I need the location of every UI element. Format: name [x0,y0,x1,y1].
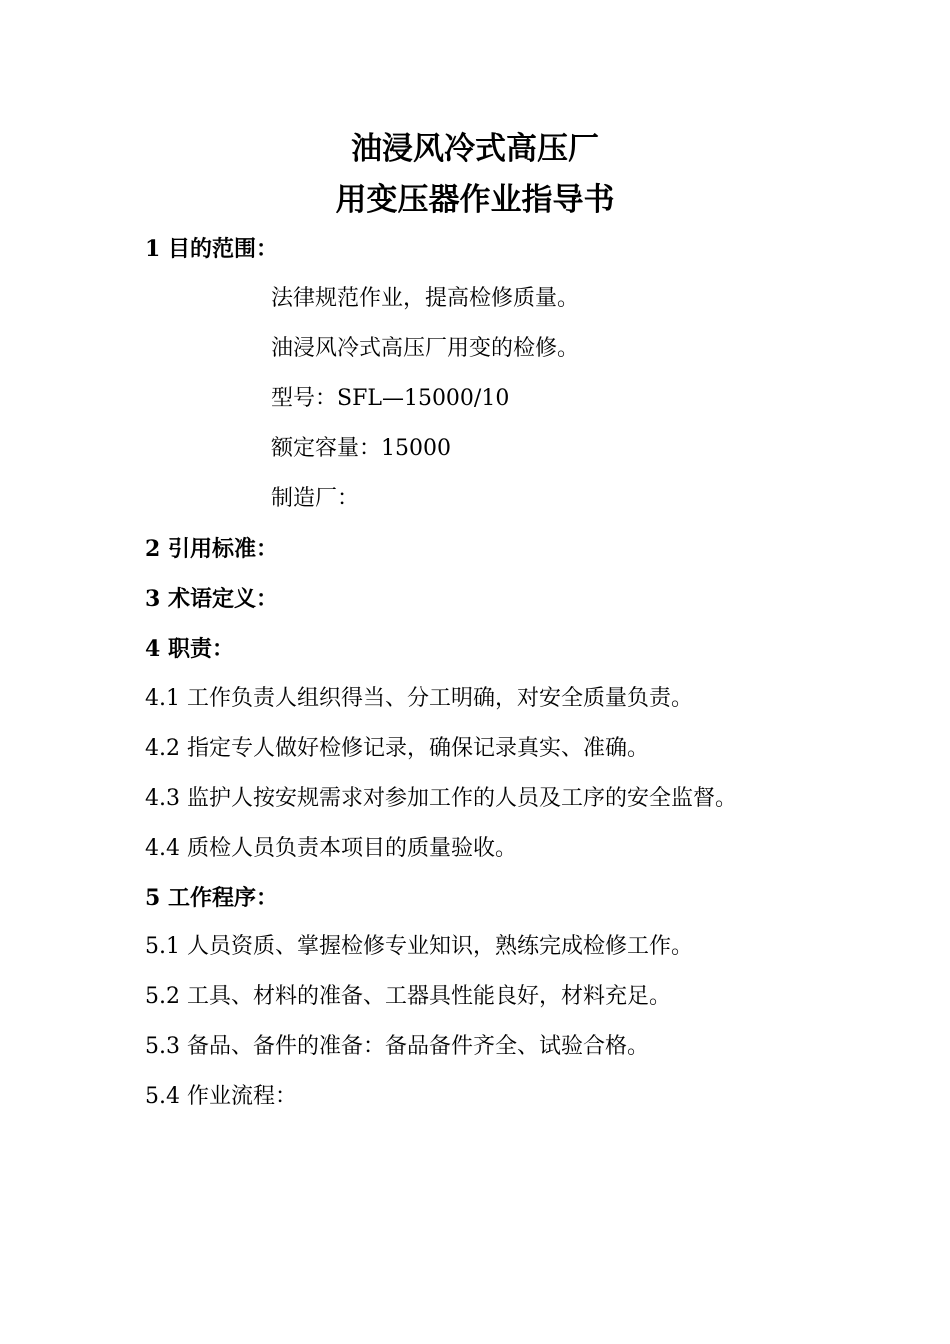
section-1-model: 型号：SFL—15000/10 [271,386,510,411]
section-1-purpose: 法律规范作业，提高检修质量。 [271,286,580,311]
section-4-heading: 4 职责： [145,636,234,662]
section-4-item-4: 4.4 质检人员负责本项目的质量验收。 [145,836,517,861]
section-5-item-2: 5.2 工具、材料的准备、工器具性能良好，材料充足。 [145,984,671,1009]
section-1-manufacturer: 制造厂： [271,486,360,511]
section-1-rated-capacity: 额定容量：15000 [271,436,451,461]
document-title-line-2: 用变压器作业指导书 [335,182,615,218]
section-4-item-2: 4.2 指定专人做好检修记录，确保记录真实、准确。 [145,736,649,761]
section-1-scope: 油浸风冷式高压厂用变的检修。 [271,336,580,361]
section-4-item-1: 4.1 工作负责人组织得当、分工明确，对安全质量负责。 [145,686,693,711]
document-title-line-1: 油浸风冷式高压厂 [351,131,599,167]
section-5-item-1: 5.1 人员资质、掌握检修专业知识，熟练完成检修工作。 [145,934,693,959]
section-5-item-4: 5.4 作业流程： [145,1084,297,1109]
section-5-item-3: 5.3 备品、备件的准备：备品备件齐全、试验合格。 [145,1034,649,1059]
section-2-heading: 2 引用标准： [145,536,278,562]
section-3-heading: 3 术语定义： [145,586,278,612]
section-5-heading: 5 工作程序： [145,885,278,911]
section-1-heading: 1 目的范围： [145,236,278,262]
section-4-item-3: 4.3 监护人按安规需求对参加工作的人员及工序的安全监督。 [145,786,737,811]
